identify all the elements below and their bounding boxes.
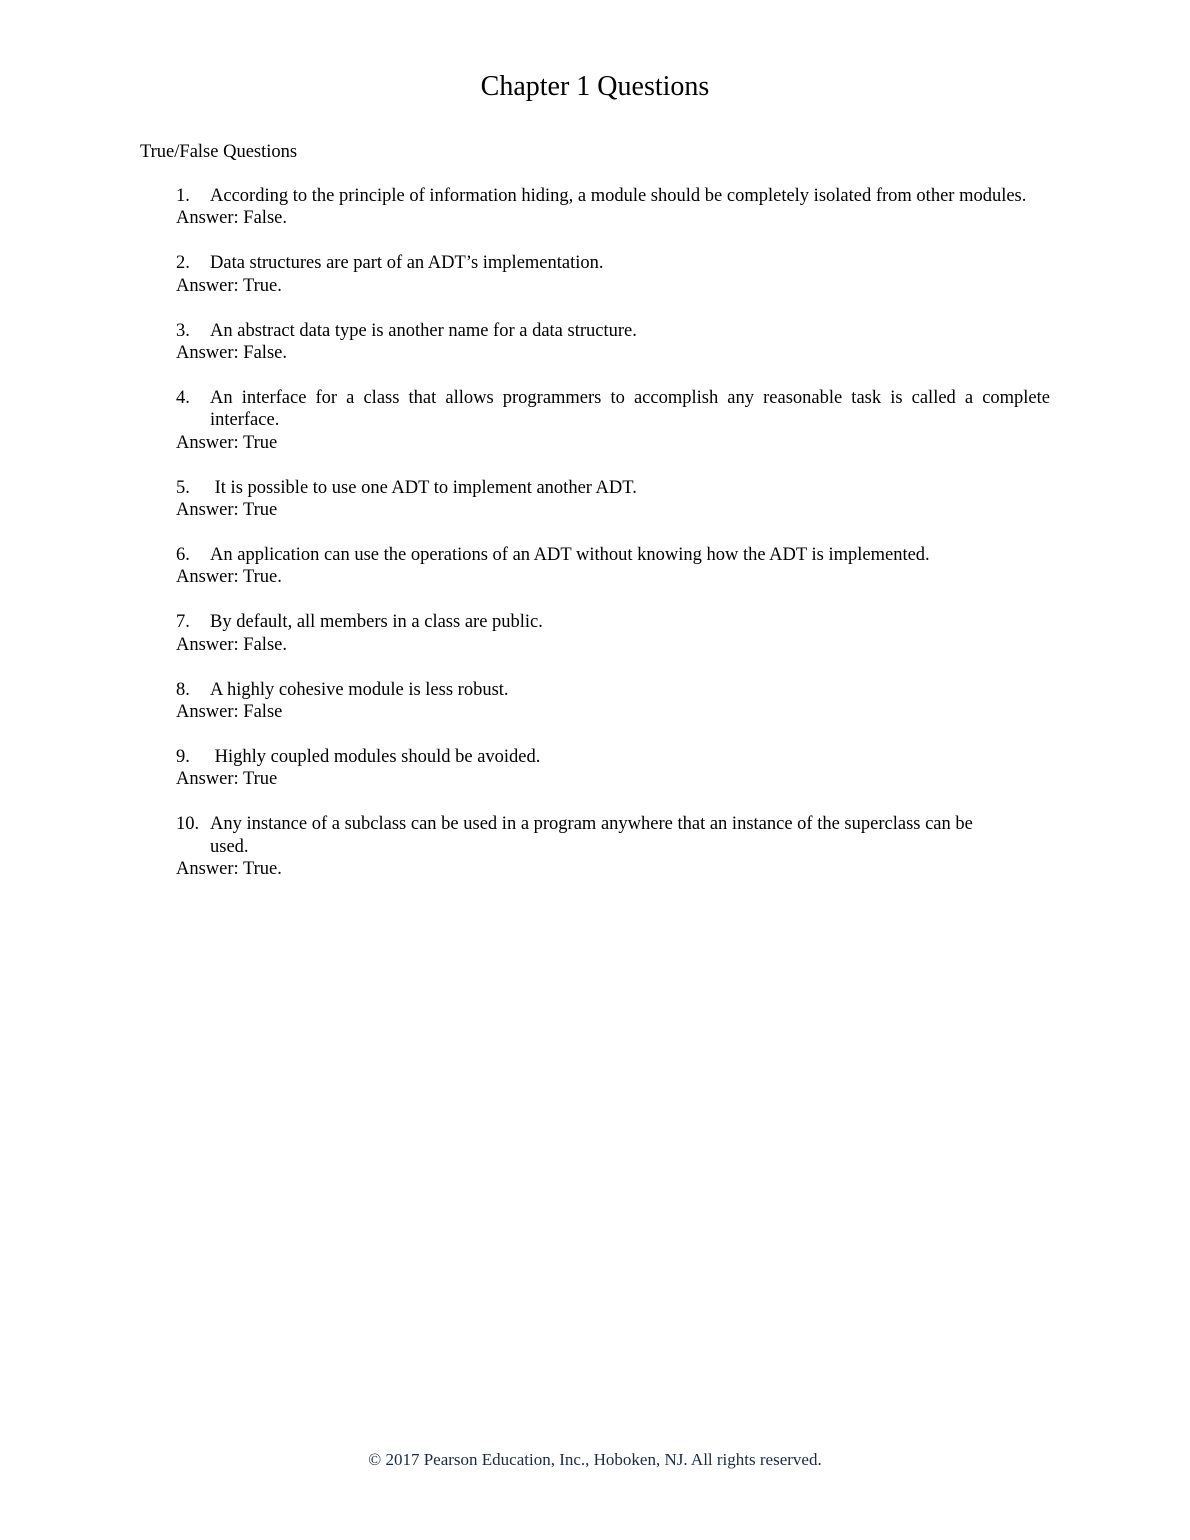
question-number: 10. [176,814,200,835]
answer-line: Answer: True. [176,275,282,296]
question-text: A highly cohesive module is less robust. [210,679,509,700]
question-text: An application can use the operations of an ADT without knowing how the ADT is implemented. [210,544,930,565]
question-item-9 [176,746,1050,791]
question-text: By default, all members in a class are public. [210,612,543,633]
question-text: An interface for a class that allows programmers to accomplish any reasonable task is called a complete interface. [210,387,1050,431]
question-item-7 [176,611,1050,656]
answer-line: Answer: True [176,432,278,453]
question-text: Any instance of a subclass can be used in a program anywhere that an instance of the superclass can be used. [210,814,973,857]
question-number: 6. [176,544,190,565]
question-text: An abstract data type is another name for a data structure. [210,320,637,341]
question-number: 4. [176,387,190,408]
section-heading: True/False Questions [140,142,298,162]
question-number: 2. [176,253,190,274]
question-item-8 [176,679,1050,724]
answer-line: Answer: True [176,769,278,790]
answer-line: Answer: False [176,702,283,722]
question-text: Highly coupled modules should be avoided. [210,746,541,767]
question-text: According to the principle of information hiding, a module should be completely isolated from other modules. [210,186,1027,206]
answer-line: Answer: False. [176,343,287,364]
question-text: It is possible to use one ADT to implement another ADT. [210,477,637,498]
question-item-3 [176,320,1050,365]
copyright-footer: © 2017 Pearson Education, Inc., Hoboken, NJ. All rights reserved. [368,1450,822,1469]
question-item-4 [176,387,1050,454]
question-number: 8. [176,679,190,700]
answer-line: Answer: True [176,500,278,521]
answer-line: Answer: False. [176,634,287,655]
question-item-2 [176,252,1050,297]
answer-line: Answer: False. [176,208,287,229]
question-item-1 [176,185,1050,230]
answer-line: Answer: True. [176,567,282,588]
question-number: 1. [176,186,190,206]
question-number: 3. [176,320,190,341]
question-text: Data structures are part of an ADT’s implementation. [210,253,604,274]
question-item-5 [176,477,1050,522]
question-number: 9. [176,746,190,767]
answer-line: Answer: True. [176,859,282,880]
question-number: 7. [176,612,190,633]
page-title: Chapter 1 Questions [480,71,710,102]
question-list [176,185,1050,903]
question-number: 5. [176,477,190,498]
question-item-10 [176,813,1050,880]
question-item-6 [176,544,1050,589]
